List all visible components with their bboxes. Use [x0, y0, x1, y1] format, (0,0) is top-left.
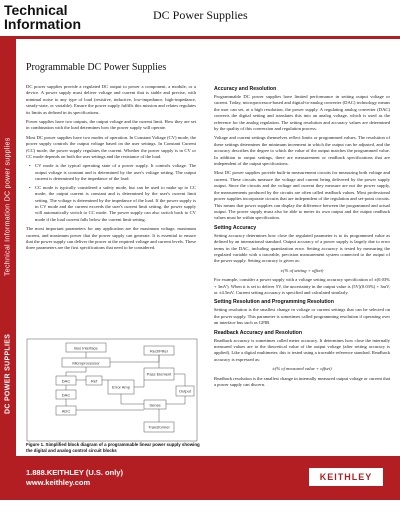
readback-accuracy-paragraph: Readback accuracy is sometimes called meter accuracy. It determines how close the internally measured values are to the theoretical value of the output voltage (after setting accuracy is applied). Like a digital multimeter, this is tested using a traceable reference standard. Readback accuracy is expressed as: [214, 337, 390, 362]
list-item-cv: • CV mode is the typical operating state of a power supply. It controls voltage. The output voltage is constant and is determined by the user's voltage setting. The output current is determined by the impedance of the load. [30, 163, 196, 182]
label-adc: ADC [61, 408, 71, 414]
label-pass: Pass Element [146, 371, 172, 377]
label-dac-v: DAC [61, 378, 71, 384]
outputs-paragraph: Power supplies have two outputs, the output voltage and the current limit. How they are set in combination with the load determines how the power supply will operate. [26, 119, 196, 131]
heading-setting-resolution: Setting Resolution and Programming Resolution [214, 299, 334, 306]
section-label-line1: Technical [4, 2, 68, 18]
example-paragraph: For example, consider a power supply with a voltage setting accuracy specification of ±(0.03% + 3mV). When it is set to deliver 5V, the uncertainty in the output value is (5V)(0.03%) + 3mV, or ±4.5mV. Current setting accuracy is specified and calculated similarly. [214, 277, 390, 295]
footer-phone: 1.888.KEITHLEY (U.S. only) [26, 468, 123, 477]
readback-resolution-paragraph: Readback resolution is the smallest change in internally measured output voltage or current that a power supply can discern. [214, 375, 390, 388]
block-diagram [26, 338, 198, 442]
heading-readback: Readback Accuracy and Resolution [214, 329, 303, 336]
heading-setting-accuracy: Setting Accuracy [214, 224, 257, 231]
setting-resolution-paragraph: Setting resolution is the smallest change in voltage or current settings that can be selected on the power supply. This parameter is sometimes called programming resolution if operating over an interface bus such as GPIB. [214, 307, 390, 326]
setting-accuracy-formula: ±(% of setting + offset) [280, 267, 324, 273]
left-column [26, 84, 196, 255]
list-item-cc: • CC mode is typically considered a safety mode, but can be used to make up to CC mode; the output current is constant and is determined by the user's current limit setting. The voltage is determined by the impedance of the load. If the power supply is in CV mode and the current exceeds the user's current limit setting, the power supply will automatically switch to CC mode. The power supply can also switch back to CV mode if the load current falls below the current limit setting. [30, 185, 196, 223]
label-sense: Sense [149, 402, 161, 408]
keithley-logo: KEITHLEY [309, 468, 383, 486]
section-label [4, 3, 81, 31]
label-xfmr: Transformer [148, 424, 170, 430]
label-dac-i: DAC [61, 392, 71, 398]
section-label-line2: Information [4, 16, 81, 32]
sidebar-category-text: DC POWER SUPPLIES [4, 333, 12, 415]
parameters-paragraph: The most important parameters for any application are the maximum voltage, maximum current, and maximum power that the power supply can generate. It is essential to ensure that the power supply can deliver the power at the required voltage and current levels. These three parameters are the first specifications that need to be considered. [26, 226, 196, 251]
readback-formula: ±(% of measured value + offset) [272, 366, 332, 372]
article-title: Programmable DC Power Supplies [26, 62, 167, 73]
diagram-frame [27, 339, 197, 441]
accuracy-intro-paragraph: Programmable DC power supplies have limited performance in setting output voltage or current. Today, microprocessor-based and digital-to-analog converter (DAC) technology means the user can set, at a high resolution, the power supply. A regulating analog converter (DAC) converts the digital setting and translates this into an analog voltage, which is used as the reference for the analog regulation. The setting resolution and accuracy values are determined by the quality of this conversion and regulation process. [214, 94, 390, 132]
modes-paragraph: Most DC power supplies have two modes of operation. In Constant Voltage (CV) mode, the power supply controls the output voltage based on the user settings. In Constant Current (CC) mode, the power supply regulates the current. Whether the power supply is in CV or CC mode depends on both the user settings and the resistance of the load. [26, 134, 196, 160]
footer-url-link[interactable]: www.keithley.com [26, 478, 91, 487]
heading-accuracy-resolution: Accuracy and Resolution [214, 86, 277, 92]
label-amp: Error Amp [111, 384, 131, 390]
label-bus: Bus Interface [74, 345, 98, 351]
figure-caption: Figure 1. Simplified block diagram of a programmable linear power supply showing the digital and analog control circuit blocks [26, 442, 200, 453]
label-micro: Microprocessor [72, 360, 100, 366]
header-rule [0, 36, 400, 39]
settings-paragraph: Voltage and current settings themselves reflect limits or programmed values. The resolution of these settings determines the minimum increment in which the output can be adjusted, and the accuracy describes the degree to which the value of the output matches the programmed value. In addition to output settings, there are measurement or readback specifications that are independent of the output specifications. [214, 135, 390, 167]
page-title: DC Power Supplies [153, 8, 248, 22]
intro-paragraph: DC power supplies provide a regulated DC output to power a component, a module, or a device. A power supply must deliver voltage and current that is stable and precise, with minimal noise to any type of load (resistive, inductive, low-impedance, high-impedance, steady-state, or variable). Ensure the power supply fulfills this mission and relates regulates its limits as defined in its specifications. [26, 84, 196, 115]
right-column [214, 84, 390, 391]
mode-list [30, 163, 196, 223]
label-ref: Ref [90, 378, 98, 384]
sidebar-section-text: Technical Information DC power supplies [4, 137, 12, 276]
readback-paragraph: Most DC power supplies provide built-in measurement circuits for measuring both voltage and current. These circuits measure the voltage and current being delivered by the power supply output. Since the circuits and the voltage and current they measure are not the power supply, the measurements produced by the circuits are often called readback values. Most professional power supplies incorporate circuits that are independent of the regulation and set-point circuits. This means that power supplies can display the difference between the programmed and actual output. The power supply must also be able to meter its own output and the output readback values must be within specification. [214, 170, 390, 221]
label-rect: Rect/Filter [149, 348, 169, 354]
label-out: Output [178, 388, 192, 394]
side-bar [0, 39, 16, 456]
setting-accuracy-paragraph: Setting accuracy determines how close the regulated parameter is to its programmed value as defined by an international standard. Output accuracy of a power supply is largely due to error terms in the DAC, including quantization error. Setting accuracy is tested by measuring the regulated variable with a traceable, precision measurement system connected to the output of the power supply. Setting accuracy is given as: [214, 232, 390, 264]
